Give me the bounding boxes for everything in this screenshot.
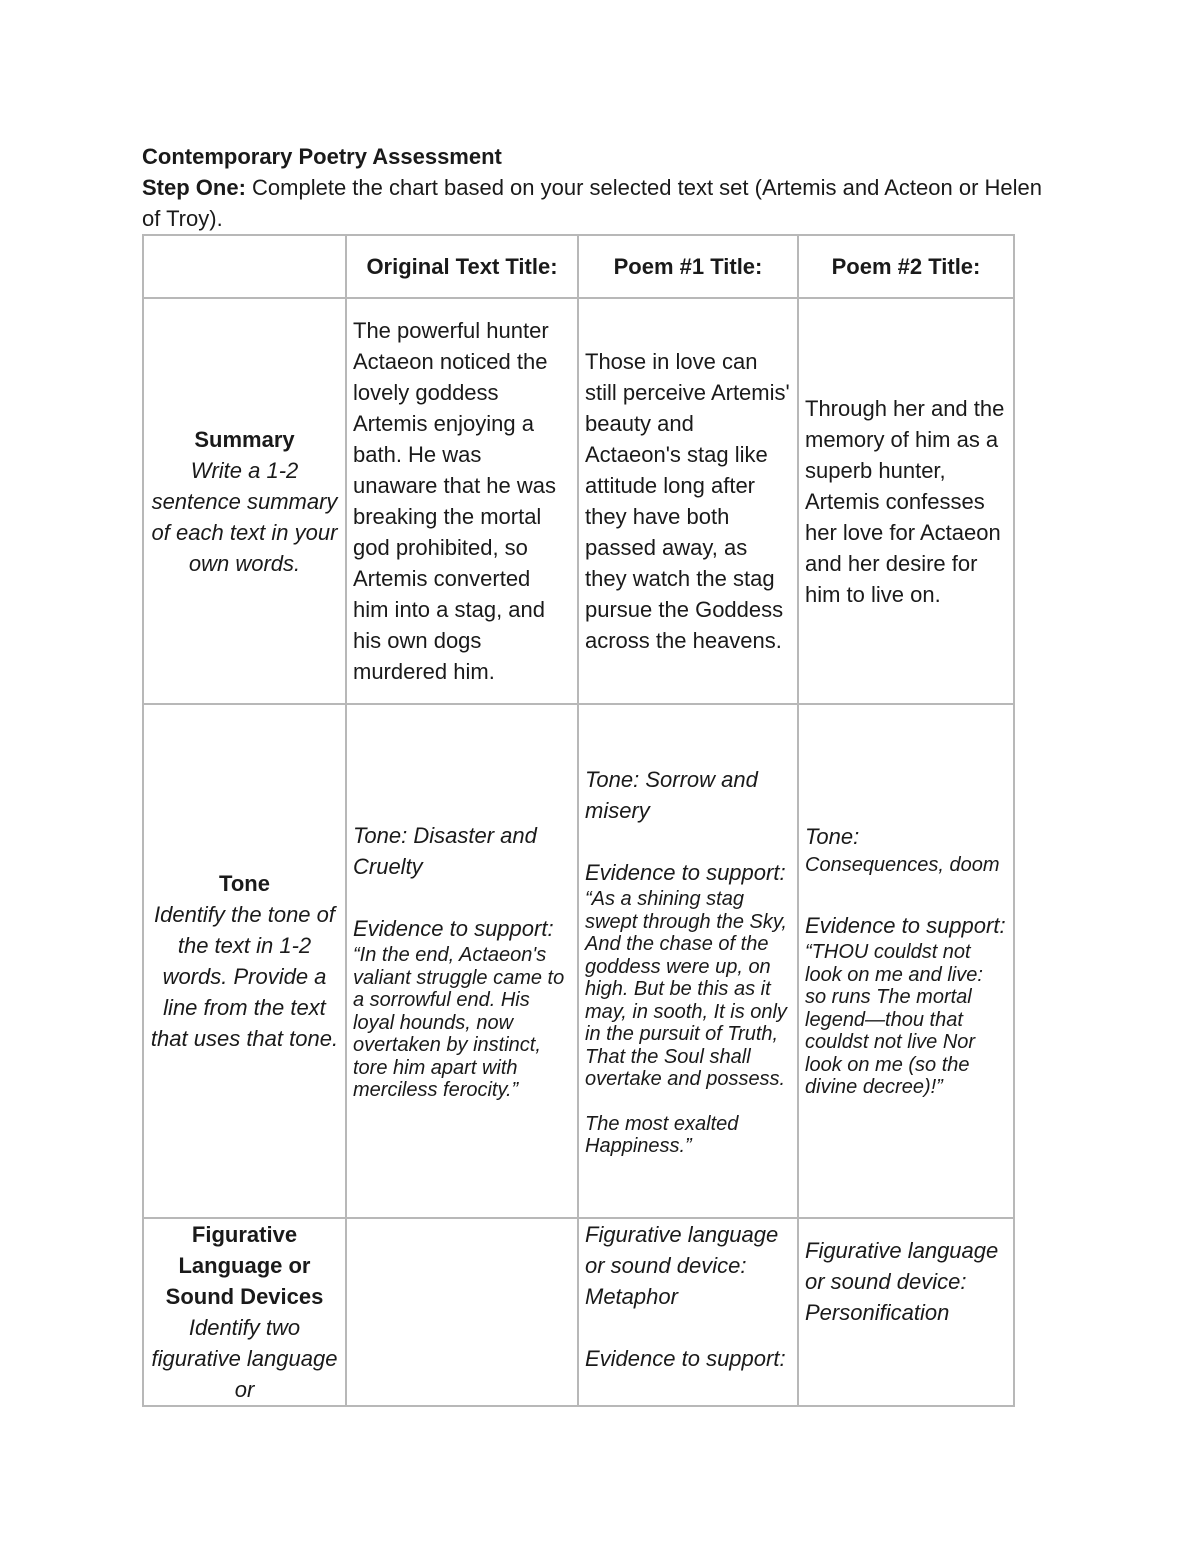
tone-original-quote: “In the end, Actaeon's valiant struggle came to a sorrowful end. His loyal hounds, now overtaken by instinct, tore him apart with merciless ferocity.” xyxy=(353,944,565,1102)
tone-poem-1-quote-end: The most exalted Happiness.” xyxy=(585,1112,739,1158)
step-one-instructions xyxy=(142,172,1062,234)
figurative-poem-1-cell xyxy=(578,1218,798,1406)
step-text: Complete the chart based on your selected text set (Artemis and Acteon or Helen of Troy). xyxy=(142,175,1042,231)
figurative-original-cell xyxy=(346,1218,578,1406)
tone-description: Identify the tone of the text in 1-2 words. Provide a line from the text that uses that tone. xyxy=(150,902,339,1051)
tone-row xyxy=(143,704,1014,1218)
tone-row-header xyxy=(143,704,346,1218)
tone-poem-2-value: Consequences, doom xyxy=(805,854,1000,877)
figurative-poem-1-device: Figurative language or sound device: Metaphor xyxy=(585,1222,779,1309)
header-poem-1-title: Poem #1 Title: xyxy=(578,235,798,298)
figurative-label: Figurative Language or Sound Devices xyxy=(165,1222,324,1309)
tone-poem-2-cell xyxy=(798,704,1014,1218)
page-title: Contemporary Poetry Assessment xyxy=(142,144,502,169)
tone-label: Tone xyxy=(219,871,270,896)
header-poem-2-title: Poem #2 Title: xyxy=(798,235,1014,298)
summary-row-header xyxy=(143,298,346,704)
header-blank-cell xyxy=(143,235,346,298)
summary-row xyxy=(143,298,1014,704)
tone-original-cell xyxy=(346,704,578,1218)
tone-original-value: Tone: Disaster and Cruelty xyxy=(353,823,537,880)
summary-description: Write a 1-2 sentence summary of each text in your own words. xyxy=(151,457,338,576)
header-original-text-title: Original Text Title: xyxy=(346,235,578,298)
summary-poem-1-cell: Those in love can still perceive Artemis' beauty and Actaeon's stag like attitude long after they have both passed away, as they watch the stag pursue the Goddess across the heavens. xyxy=(578,298,798,704)
summary-poem-2-cell: Through her and the memory of him as a superb hunter, Artemis confesses her love for Actaeon and her desire for him to live on. xyxy=(798,298,1014,704)
tone-poem-1-value: Tone: Sorrow and misery xyxy=(585,767,758,824)
assessment-chart xyxy=(142,234,1015,1407)
tone-poem-2-tone-label: Tone: xyxy=(805,824,860,850)
tone-poem-1-cell xyxy=(578,704,798,1218)
tone-poem-1-quote: “As a shining stag swept through the Sky, And the chase of the goddess were up, on high. But be this as it may, in sooth, It is only in the pursuit of Truth, That the Soul shall overtake and possess. xyxy=(585,888,787,1091)
figurative-row xyxy=(143,1218,1014,1406)
figurative-description: Identify two figurative language or xyxy=(151,1315,338,1402)
summary-original-cell: The powerful hunter Actaeon noticed the lovely goddess Artemis enjoying a bath. He was unaware that he was breaking the mortal god prohibited, so Artemis converted him into a stag, and his own dogs murdered him. xyxy=(346,298,578,704)
figurative-poem-2-device: Figurative language or sound device: Personification xyxy=(805,1238,999,1325)
figurative-row-header xyxy=(143,1218,346,1406)
tone-poem-2-evidence-label: Evidence to support: xyxy=(805,913,1006,939)
summary-label: Summary xyxy=(194,426,295,452)
step-label: Step One: xyxy=(142,175,246,200)
tone-poem-2-quote: “THOU couldst not look on me and live: so runs The mortal legend—thou that couldst not live Nor look on me (so the divine decree)!” xyxy=(805,941,983,1099)
figurative-poem-1-evidence-label: Evidence to support: xyxy=(585,1346,786,1371)
header-row xyxy=(143,235,1014,298)
tone-poem-1-evidence-label: Evidence to support: xyxy=(585,860,786,886)
figurative-poem-2-cell xyxy=(798,1218,1014,1406)
tone-original-evidence-label: Evidence to support: xyxy=(353,916,554,942)
